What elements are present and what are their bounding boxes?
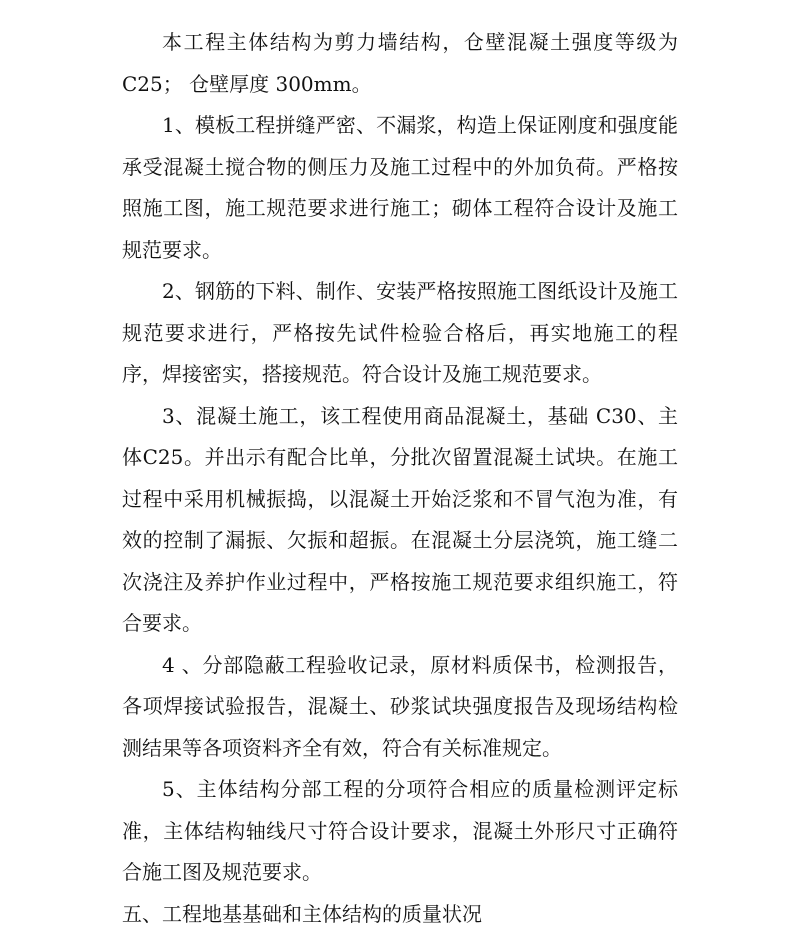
section-heading: 五、工程地基基础和主体结构的质量状况 <box>122 894 678 935</box>
document-body <box>122 22 678 935</box>
paragraph-concrete: 3、混凝土施工，该工程使用商品混凝土，基础 C30、主体C25。并出示有配合比单，分批次留置混凝土试块。在施工过程中采用机械振捣，以混凝土开始泛浆和不冒气泡为准，有效的控制了漏振、欠振和超振。在混凝土分层浇筑，施工缝二次浇注及养护作业过程中，严格按施工规范要求组织施工，符合要求。 <box>122 396 678 645</box>
paragraph-structure-overview: 本工程主体结构为剪力墙结构，仓壁混凝土强度等级为C25； 仓壁厚度 300mm。 <box>122 22 678 105</box>
paragraph-main-structure: 5、主体结构分部工程的分项符合相应的质量检测评定标准，主体结构轴线尺寸符合设计要求，混凝土外形尺寸正确符合施工图及规范要求。 <box>122 769 678 894</box>
paragraph-formwork: 1、模板工程拼缝严密、不漏浆，构造上保证刚度和强度能承受混凝土搅合物的侧压力及施工过程中的外加负荷。严格按照施工图，施工规范要求进行施工；砌体工程符合设计及施工规范要求。 <box>122 105 678 271</box>
paragraph-records: 4 、分部隐蔽工程验收记录，原材料质保书，检测报告，各项焊接试验报告，混凝土、砂浆试块强度报告及现场结构检测结果等各项资料齐全有效，符合有关标准规定。 <box>122 645 678 770</box>
paragraph-rebar: 2、钢筋的下料、制作、安装严格按照施工图纸设计及施工规范要求进行，严格按先试件检验合格后，再实地施工的程序，焊接密实，搭接规范。符合设计及施工规范要求。 <box>122 271 678 396</box>
